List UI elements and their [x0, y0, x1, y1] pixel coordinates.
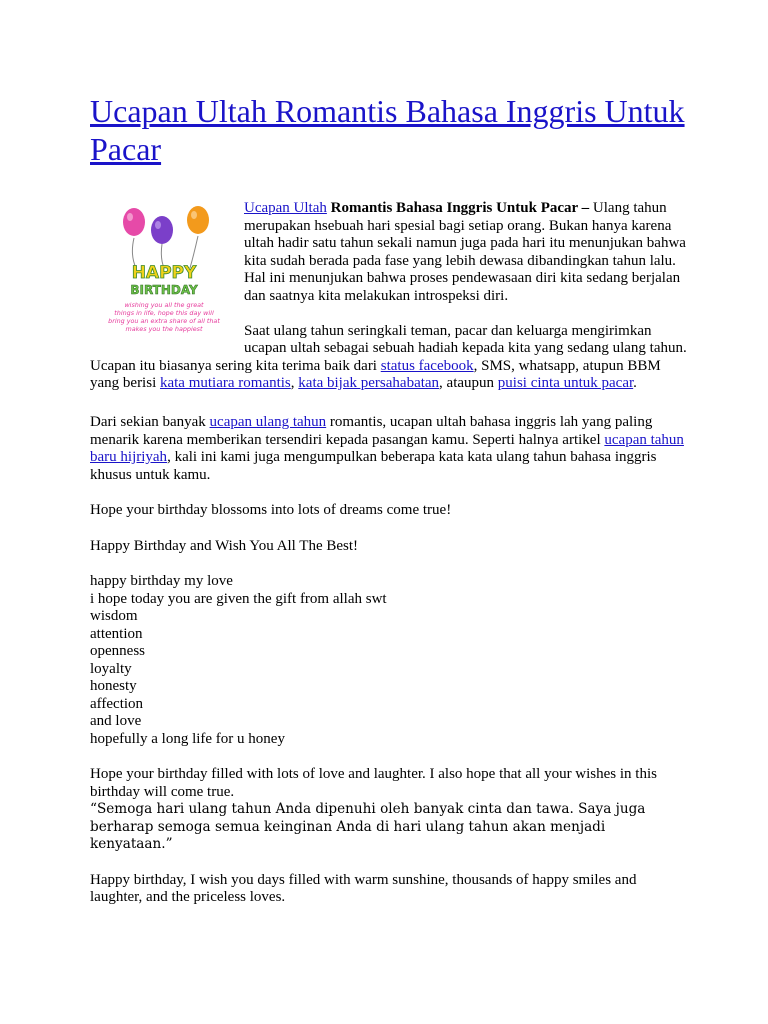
poem-line: hopefully a long life for u honey	[90, 730, 285, 747]
poem-line: openness	[90, 643, 145, 659]
svg-text:makes you the happiest: makes you the happiest	[125, 325, 203, 333]
wish-3-translation: “Semoga hari ulang tahun Anda dipenuhi oleh banyak cinta dan tawa. Saya juga berharap semoga semua keinginan Anda di hari ulang tahun akan menjadi kenyataan.”	[90, 801, 646, 852]
para2-text-5: .	[633, 375, 637, 391]
wish-3: Hope your birthday filled with lots of love and laughter. I also hope that all your wishes in this birthday will come true.	[90, 766, 657, 800]
para3-text-2: romantis, ucapan ultah bahasa inggris lah yang paling menarik karena memberikan tersendiri kepada pasangan kamu. Seperti halnya artikel	[90, 414, 653, 448]
poem-line: happy birthday my love	[90, 573, 233, 589]
svg-text:bring you an extra share of al: bring you an extra share of all that	[108, 317, 220, 325]
poem-line: and love	[90, 713, 142, 729]
third-paragraph	[90, 414, 690, 484]
intro-text: Ulang tahun merupakan hsebuah hari spesial bagi setiap orang. Bukan hanya karena ultah hadir satu tahun sekali namun juga pada hari itu menunjukan bahwa kita sudah berada pada fase yang lebih dewasa dibandingkan tahun lalu. Hal ini menunjukan bahwa proses pendewasaan diri kita sedang berjalan dan saatnya kita melakukan introspeksi diri.	[244, 200, 686, 304]
intro-section	[90, 200, 690, 393]
kata-bijak-link[interactable]: kata bijak persahabatan	[298, 375, 440, 391]
para2-text-4: , ataupun	[439, 375, 498, 391]
poem-line: attention	[90, 625, 143, 642]
svg-text:HAPPY: HAPPY	[131, 263, 197, 283]
svg-text:things in life, hope this day: things in life, hope this day will	[114, 309, 214, 317]
article-body	[90, 414, 690, 925]
status-facebook-link[interactable]: status facebook	[380, 357, 474, 374]
poem-line: affection	[90, 695, 144, 712]
poem-line: honesty	[90, 678, 137, 694]
kata-mutiara-link[interactable]: kata mutiara romantis	[159, 375, 291, 391]
para2-text-1: Saat ulang tahun seringkali teman, pacar dan keluarga mengirimkan ucapan ultah sebagai sebuah hadiah kepada kita yang sedang ulang tahun. Ucapan itu biasanya sering kita terima baik dari	[90, 322, 687, 374]
wish-3-block	[90, 766, 690, 854]
para3-text-3: , kali ini kami juga mengumpulkan beberapa kata kata ulang tahun bahasa inggris khusus untuk kamu.	[90, 449, 657, 483]
poem-block	[90, 573, 690, 748]
ucapan-ulang-tahun-link[interactable]: ucapan ulang tahun	[209, 414, 327, 430]
poem-line: wisdom	[90, 608, 138, 624]
wish-1: Hope your birthday blossoms into lots of dreams come true!	[90, 502, 452, 518]
wish-2: Happy Birthday and Wish You All The Best!	[90, 537, 359, 554]
svg-text:BIRTHDAY: BIRTHDAY	[130, 283, 198, 297]
poem-line: loyalty	[90, 660, 132, 677]
ucapan-ultah-link[interactable]: Ucapan Ultah	[244, 200, 327, 216]
para3-text-1: Dari sekian banyak	[90, 414, 210, 430]
intro-bold: Romantis Bahasa Inggris Untuk Pacar –	[326, 200, 590, 216]
wish-4: Happy birthday, I wish you days filled with warm sunshine, thousands of happy smiles and laughter, and the priceless loves.	[90, 871, 637, 905]
poem-line: i hope today you are given the gift from allah swt	[90, 590, 387, 607]
svg-text:wishing you all the great: wishing you all the great	[124, 301, 204, 309]
article-title[interactable]: Ucapan Ultah Romantis Bahasa Inggris Untuk Pacar	[90, 93, 685, 167]
para2-text-3: ,	[290, 375, 299, 391]
para2-text-2: , SMS, whatsapp, atupun BBM yang berisi	[90, 357, 661, 391]
puisi-cinta-link[interactable]: puisi cinta untuk pacar	[497, 375, 634, 391]
ucapan-tahun-baru-link[interactable]: ucapan tahun baru hijriyah	[90, 431, 684, 465]
